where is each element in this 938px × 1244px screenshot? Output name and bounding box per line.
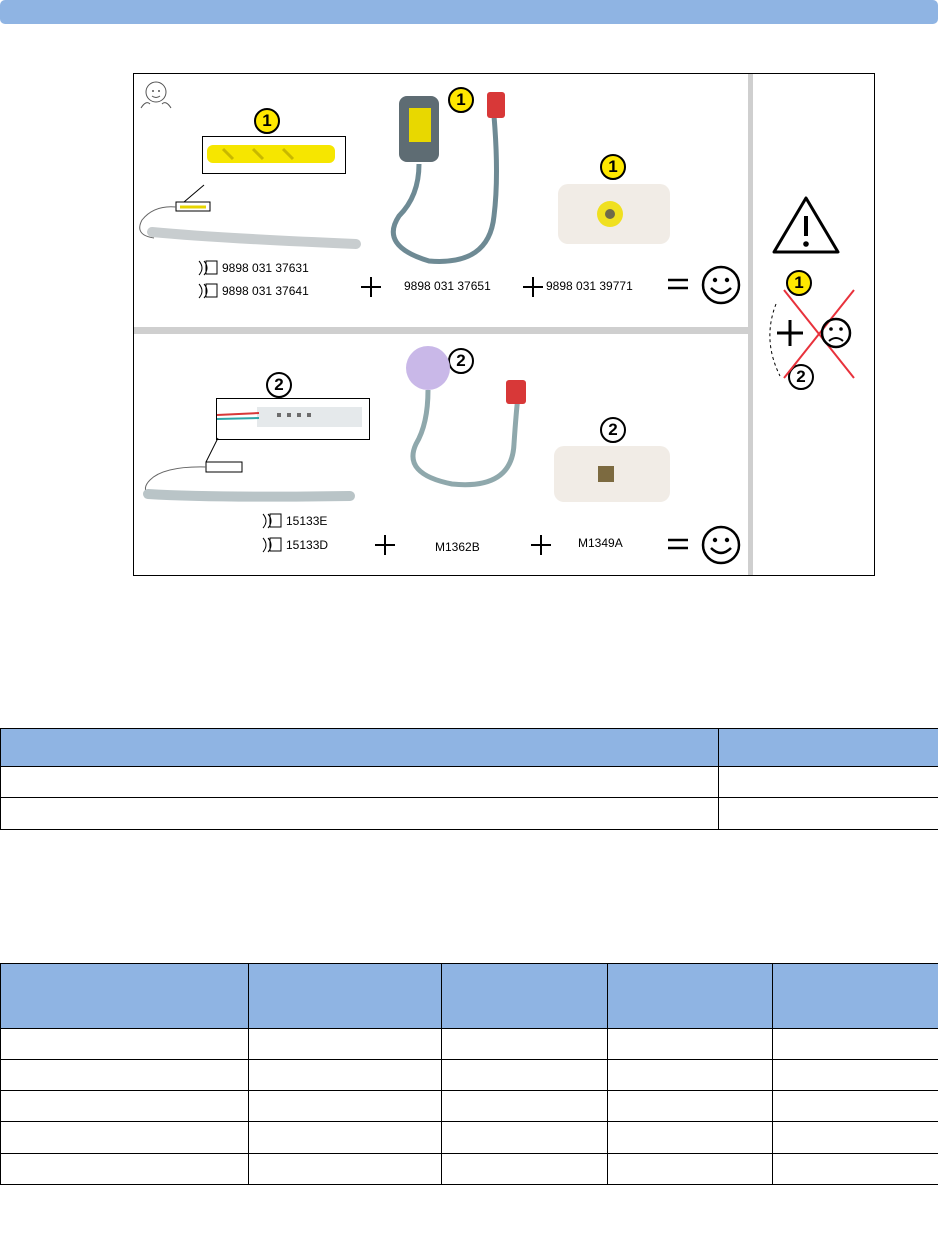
- plus-icon: [374, 534, 396, 556]
- table-row: [1, 1122, 938, 1154]
- table-row: [1, 798, 938, 830]
- checkbox-icon: [204, 258, 220, 276]
- header-cell: [1, 964, 249, 1029]
- electrode-part: 9898 031 39771: [546, 279, 633, 293]
- table-cell: [608, 1122, 773, 1154]
- table-row: [1, 1029, 938, 1060]
- table-cell: [608, 1060, 773, 1091]
- table-cell: [1, 1122, 249, 1154]
- incompatible-symbol: [754, 270, 874, 390]
- cable-part: M1362B: [435, 540, 480, 554]
- table-cell: [773, 1060, 938, 1091]
- warning-icon: [770, 194, 842, 256]
- catheter-zoom-box: [202, 136, 346, 174]
- badge-label: 2: [796, 367, 806, 386]
- table-cell: [608, 1091, 773, 1122]
- badge-label: 1: [608, 157, 618, 176]
- catheter-tip-image: [217, 399, 367, 437]
- catheter-part-2: 9898 031 37641: [222, 284, 309, 298]
- number-1-badge: [254, 108, 280, 134]
- header-cell: [608, 964, 773, 1029]
- table-cell: [1, 1060, 249, 1091]
- table-1: [0, 728, 938, 830]
- badge-label: 2: [456, 351, 466, 370]
- table-cell: [773, 1122, 938, 1154]
- smiley-icon: [700, 264, 742, 306]
- infant-icon: [138, 78, 174, 110]
- table-cell: [442, 1122, 608, 1154]
- table-cell: [1, 1029, 249, 1060]
- table-cell: [249, 1154, 442, 1185]
- table-cell: [442, 1029, 608, 1060]
- table-cell: [249, 1122, 442, 1154]
- badge-label: 2: [608, 420, 618, 439]
- checkbox-icon: [268, 511, 284, 529]
- badge-label: 1: [794, 273, 804, 292]
- catheter-zoom-box: [216, 398, 370, 440]
- top-banner: [0, 0, 938, 24]
- number-2-badge: [266, 372, 292, 398]
- header-cell: [442, 964, 608, 1029]
- table-cell: [249, 1091, 442, 1122]
- table-cell: [1, 767, 719, 798]
- plus-icon: [522, 276, 544, 298]
- badge-label: 1: [262, 111, 272, 130]
- table-cell: [442, 1091, 608, 1122]
- number-1-badge: [600, 154, 626, 180]
- table-cell: [249, 1029, 442, 1060]
- catheter-image: [134, 436, 364, 516]
- table-row: [1, 1154, 938, 1185]
- checkbox-icon: [268, 535, 284, 553]
- electrode-image: [554, 446, 670, 502]
- compatibility-figure: [133, 73, 875, 576]
- yellow-connector-image: [203, 137, 343, 171]
- horizontal-divider: [134, 327, 748, 334]
- table-cell: [608, 1154, 773, 1185]
- table-row: [1, 1060, 938, 1091]
- vertical-divider: [748, 74, 753, 575]
- table-row: [1, 1091, 938, 1122]
- electrode-image: [558, 184, 670, 244]
- header-cell: [719, 729, 938, 767]
- catheter-image: [134, 170, 364, 260]
- plus-icon: [530, 534, 552, 556]
- table-cell: [1, 1091, 249, 1122]
- table-cell: [773, 1091, 938, 1122]
- smiley-icon: [700, 524, 742, 566]
- equals-icon: [666, 534, 690, 554]
- table-cell: [1, 1154, 249, 1185]
- catheter-part-1: 9898 031 37631: [222, 261, 309, 275]
- plus-icon: [360, 276, 382, 298]
- badge-label: 1: [456, 90, 466, 109]
- checkbox-icon: [204, 281, 220, 299]
- badge-label: 2: [274, 375, 284, 394]
- header-cell: [773, 964, 938, 1029]
- cable-part: 9898 031 37651: [404, 279, 491, 293]
- table-cell: [719, 798, 938, 830]
- equals-icon: [666, 274, 690, 294]
- catheter-part-1: 15133E: [286, 514, 328, 528]
- table-cell: [773, 1029, 938, 1060]
- table-cell: [442, 1060, 608, 1091]
- number-2-badge: [600, 417, 626, 443]
- table-row: [1, 767, 938, 798]
- table-cell: [249, 1060, 442, 1091]
- table-2: [0, 963, 938, 1185]
- table-cell: [719, 767, 938, 798]
- cable-image: [402, 344, 542, 504]
- table-cell: [442, 1154, 608, 1185]
- table-header-row: [1, 964, 938, 1029]
- header-cell: [1, 729, 719, 767]
- table-header-row: [1, 729, 938, 767]
- table-cell: [608, 1029, 773, 1060]
- catheter-part-2: 15133D: [286, 538, 329, 552]
- electrode-part: M1349A: [578, 536, 623, 550]
- cable-image: [389, 86, 529, 266]
- header-cell: [249, 964, 442, 1029]
- table-cell: [773, 1154, 938, 1185]
- table-cell: [1, 798, 719, 830]
